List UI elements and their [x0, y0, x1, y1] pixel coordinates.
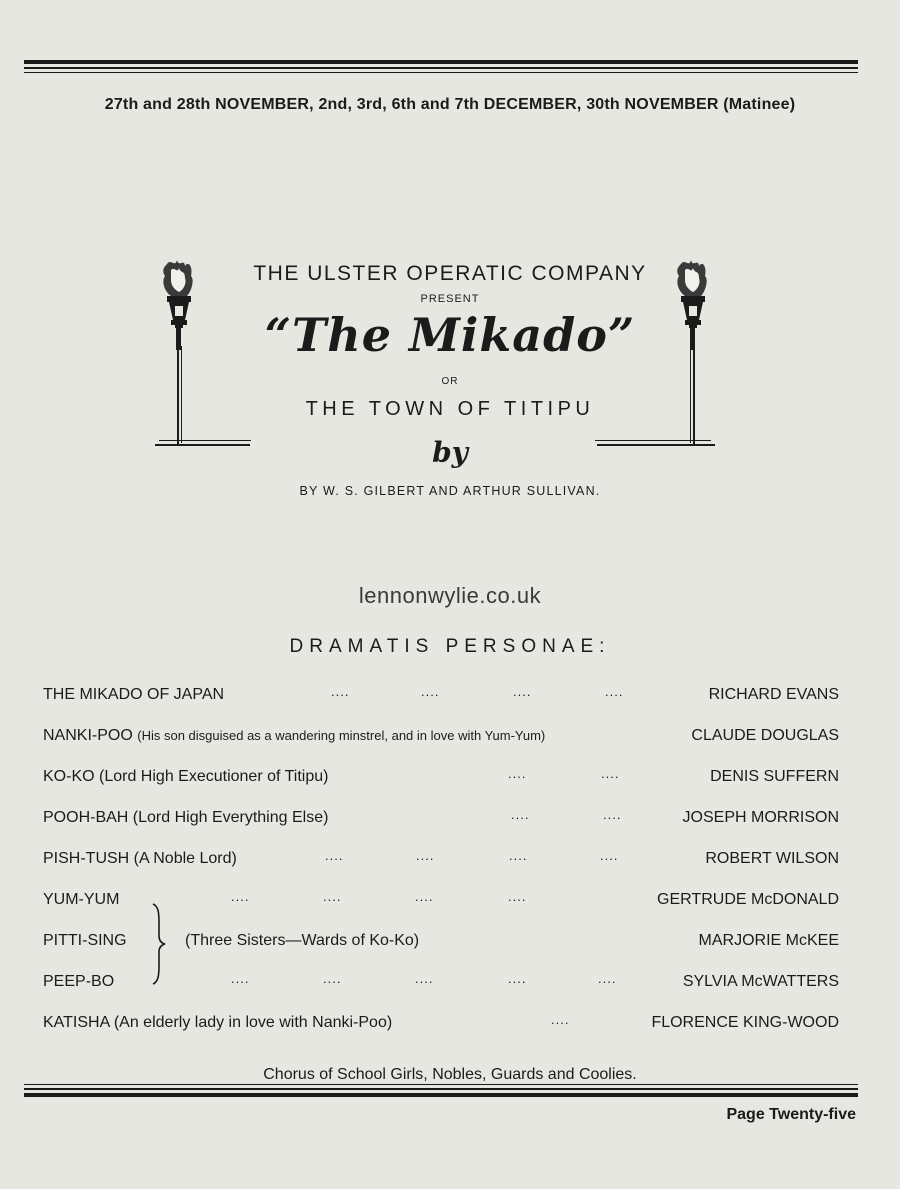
leader-dots: ....	[600, 848, 619, 863]
leader-dots: ....	[421, 684, 440, 699]
dramatis-personae-heading: DRAMATIS PERSONAE:	[289, 636, 611, 657]
leader-dots: ....	[415, 971, 434, 986]
leader-dots: ....	[511, 807, 530, 822]
leader-dots: ....	[598, 971, 617, 986]
actor: JOSEPH MORRISON	[682, 809, 839, 826]
leader-dots: ....	[331, 684, 350, 699]
actor: MARJORIE McKEE	[698, 932, 839, 949]
authors: BY W. S. GILBERT AND ARTHUR SULLIVAN.	[299, 484, 601, 498]
opera-title: “The Mikado”	[264, 308, 636, 362]
page-number: Page Twenty-five	[726, 1106, 856, 1123]
performance-dates: 27th and 28th NOVEMBER, 2nd, 3rd, 6th and 7th DECEMBER, 30th NOVEMBER (Matinee)	[104, 96, 796, 113]
leader-dots: ....	[416, 848, 435, 863]
watermark: lennonwylie.co.uk	[358, 583, 542, 608]
role: YUM-YUM	[43, 891, 120, 908]
leader-dots: ....	[325, 848, 344, 863]
top-rule	[24, 60, 858, 73]
chorus-line: Chorus of School Girls, Nobles, Guards and Coolies.	[263, 1066, 637, 1083]
role: THE MIKADO OF JAPAN	[43, 686, 225, 703]
role: KATISHA (An elderly lady in love with Nanki-Poo)	[43, 1014, 393, 1031]
role: PITTI-SING	[43, 932, 127, 949]
actor: RICHARD EVANS	[708, 686, 839, 703]
leader-dots: ....	[415, 889, 434, 904]
leader-dots: ....	[508, 889, 527, 904]
role: POOH-BAH (Lord High Everything Else)	[43, 809, 329, 826]
cast-row	[43, 768, 839, 792]
cast-row	[43, 850, 839, 874]
actor: ROBERT WILSON	[705, 850, 839, 867]
leader-dots: ....	[508, 766, 527, 781]
leader-dots: ....	[323, 889, 342, 904]
leader-dots: ....	[509, 848, 528, 863]
actor: SYLVIA McWATTERS	[682, 973, 839, 990]
brace-icon	[150, 902, 170, 986]
present-label: PRESENT	[420, 293, 480, 305]
sisters-note: (Three Sisters—Wards of Ko-Ko)	[185, 932, 420, 949]
cast-row	[43, 809, 839, 833]
leader-dots: ....	[508, 971, 527, 986]
opera-subtitle: THE TOWN OF TITIPU	[305, 398, 595, 420]
leader-dots: ....	[231, 889, 250, 904]
role: KO-KO (Lord High Executioner of Titipu)	[43, 768, 329, 785]
company-name: THE ULSTER OPERATIC COMPANY	[253, 262, 647, 285]
leader-dots: ....	[551, 1012, 570, 1027]
by-label: by	[432, 436, 468, 469]
role: PEEP-BO	[43, 973, 115, 990]
actor: DENIS SUFFERN	[710, 768, 839, 785]
role-note: (His son disguised as a wandering minstrel, and in love with Yum-Yum)	[137, 728, 546, 743]
leader-dots: ....	[323, 971, 342, 986]
actor: GERTRUDE McDONALD	[657, 891, 839, 908]
leader-dots: ....	[601, 766, 620, 781]
leader-dots: ....	[513, 684, 532, 699]
leader-dots: ....	[605, 684, 624, 699]
cast-row	[43, 727, 839, 751]
bottom-rule	[24, 1084, 858, 1097]
actor: FLORENCE KING-WOOD	[651, 1014, 839, 1031]
or-label: OR	[441, 376, 459, 387]
actor: CLAUDE DOUGLAS	[691, 727, 839, 744]
role: NANKI-POO (His son disguised as a wandering minstrel, and in love with Yum-Yum)	[43, 727, 546, 744]
cast-row	[43, 1014, 839, 1038]
leader-dots: ....	[231, 971, 250, 986]
cast-row	[43, 686, 839, 710]
leader-dots: ....	[603, 807, 622, 822]
role: PISH-TUSH (A Noble Lord)	[43, 850, 237, 867]
